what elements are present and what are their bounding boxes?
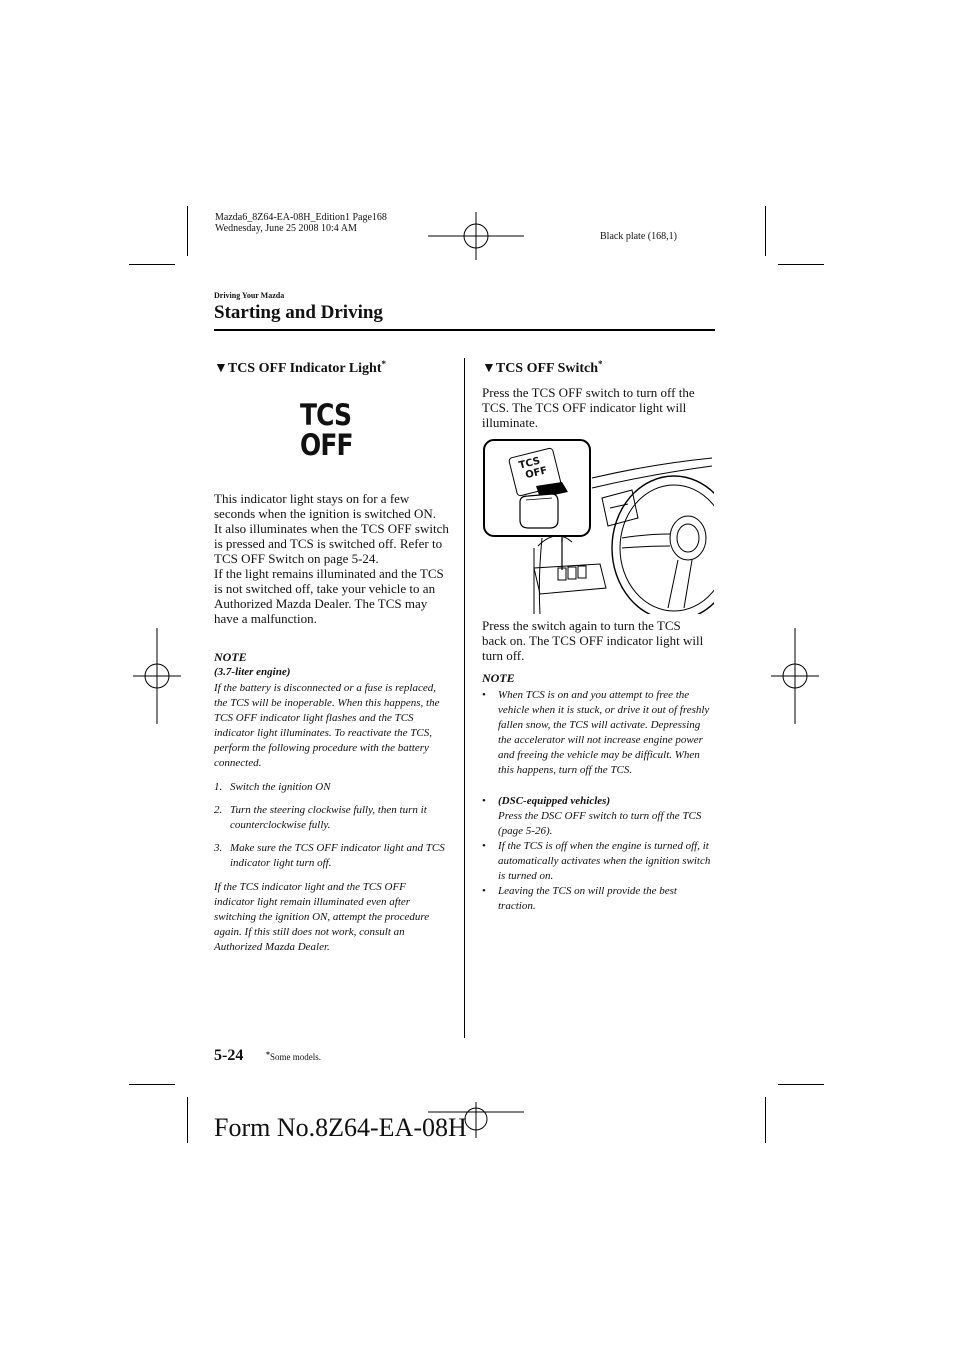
note-bullet (482, 794, 714, 839)
switch-label-tcs: TCS (517, 455, 542, 472)
triangle-marker-icon: ▼ (214, 361, 228, 376)
left-body-text (214, 491, 450, 626)
file-info-line1: Mazda6_8Z64-EA-08H_Edition1 Page168 (215, 212, 387, 223)
title-rule (214, 329, 715, 331)
heading-text: TCS OFF Indicator Light (227, 361, 382, 376)
form-number: Form No.8Z64-EA-08H (214, 1113, 467, 1142)
note-label: NOTE (482, 671, 515, 685)
step-text: Make sure the TCS OFF indicator light and TCS indicator light turn off. (230, 842, 445, 869)
crop-mark (129, 1084, 175, 1085)
registration-mark-icon (133, 628, 181, 724)
step-item (214, 780, 450, 795)
footnote-text: Some models. (270, 1052, 321, 1062)
bullet-text: Leaving the TCS on will provide the best traction. (498, 885, 677, 912)
step-number: 1. (214, 781, 223, 793)
note-bullet (482, 688, 714, 778)
bullet-dot: • (482, 885, 486, 897)
plate-info: Black plate (168,1) (600, 231, 677, 242)
registration-mark-icon (771, 628, 819, 724)
bullet-body (498, 794, 714, 839)
tcs-off-indicator-icon (300, 400, 352, 460)
bullet-text: If the TCS is off when the engine is turned off, it automatically activates when the ignition switch is turned on. (498, 840, 711, 882)
right-para2: Press the switch again to turn the TCS back on. The TCS OFF indicator light will turn off. (482, 618, 704, 663)
page-number: 5-24 (214, 1047, 244, 1064)
right-para1: Press the TCS OFF switch to turn off the TCS. The TCS OFF indicator light will illuminate. (482, 385, 695, 430)
note-bullet (482, 884, 714, 914)
column-divider (464, 358, 465, 1038)
bullet-bold-text: (DSC-equipped vehicles) (498, 795, 611, 807)
crop-mark (187, 206, 188, 256)
asterisk-mark: * (381, 359, 386, 369)
note-text: If the battery is disconnected or a fuse is replaced, the TCS will be inoperable. When this happens, the TCS OFF indicator light flashes and the TCS indicator light illuminates. To reactivate the TCS, perform the following procedure with the battery connected. (214, 682, 440, 769)
section-heading-indicator (214, 359, 386, 377)
switch-label-off: OFF (524, 465, 549, 482)
crop-mark (778, 1084, 824, 1085)
step-number: 2. (214, 804, 223, 816)
icon-line-off: OFF (300, 428, 353, 462)
crop-mark (765, 206, 766, 256)
step-number: 3. (214, 842, 223, 854)
crop-mark (778, 264, 824, 265)
asterisk-mark: * (266, 1050, 270, 1059)
bullet-dot: • (482, 840, 486, 852)
bullet-dot: • (482, 689, 486, 701)
section-heading-switch (482, 359, 603, 377)
file-info-line2: Wednesday, June 25 2008 10:4 AM (215, 223, 357, 234)
crop-mark (765, 1097, 766, 1143)
triangle-marker-icon: ▼ (482, 361, 496, 376)
paragraph: If the light remains illuminated and the TCS is not switched off, take your vehicle to an Authorized Mazda Dealer. The TCS may have a malfunction. (214, 566, 444, 626)
note-bullet (482, 839, 714, 884)
section-small-title: Driving Your Mazda (214, 291, 285, 300)
crop-mark (187, 1097, 188, 1143)
final-note-text: If the TCS indicator light and the TCS OFF indicator light remain illuminated even after switching the ignition ON, attempt the procedure again. If this still does not work, consult an Authorized Mazda Dealer. (214, 881, 430, 953)
note-subtitle: (3.7-liter engine) (214, 666, 291, 678)
icon-line-tcs: TCS (300, 398, 352, 432)
note-label: NOTE (214, 650, 247, 664)
bullet-text: When TCS is on and you attempt to free the vehicle when it is stuck, or drive it out of freshly fallen snow, the TCS will activate. Depressing the accelerator will not increase engine power and freeing the vehicle may be difficult. When this happens, turn off the TCS. (498, 689, 710, 776)
asterisk-mark: * (598, 359, 603, 369)
page-title: Starting and Driving (214, 302, 383, 323)
paragraph: It also illuminates when the TCS OFF switch is pressed and TCS is switched off. Refer to TCS OFF Switch on page 5-24. (214, 521, 449, 566)
press-hand-icon (518, 476, 578, 532)
bullet-dot: • (482, 795, 486, 807)
crop-mark (129, 264, 175, 265)
heading-text: TCS OFF Switch (495, 361, 599, 376)
bullet-text: Press the DSC OFF switch to turn off the TCS (page 5-26). (498, 810, 702, 837)
file-info (215, 212, 455, 234)
footnote (266, 1050, 321, 1062)
paragraph: This indicator light stays on for a few seconds when the ignition is switched ON. (214, 491, 437, 521)
step-text: Switch the ignition ON (230, 781, 331, 793)
step-text: Turn the steering clockwise fully, then turn it counterclockwise fully. (230, 804, 427, 831)
step-item (214, 841, 450, 871)
step-item (214, 803, 450, 833)
